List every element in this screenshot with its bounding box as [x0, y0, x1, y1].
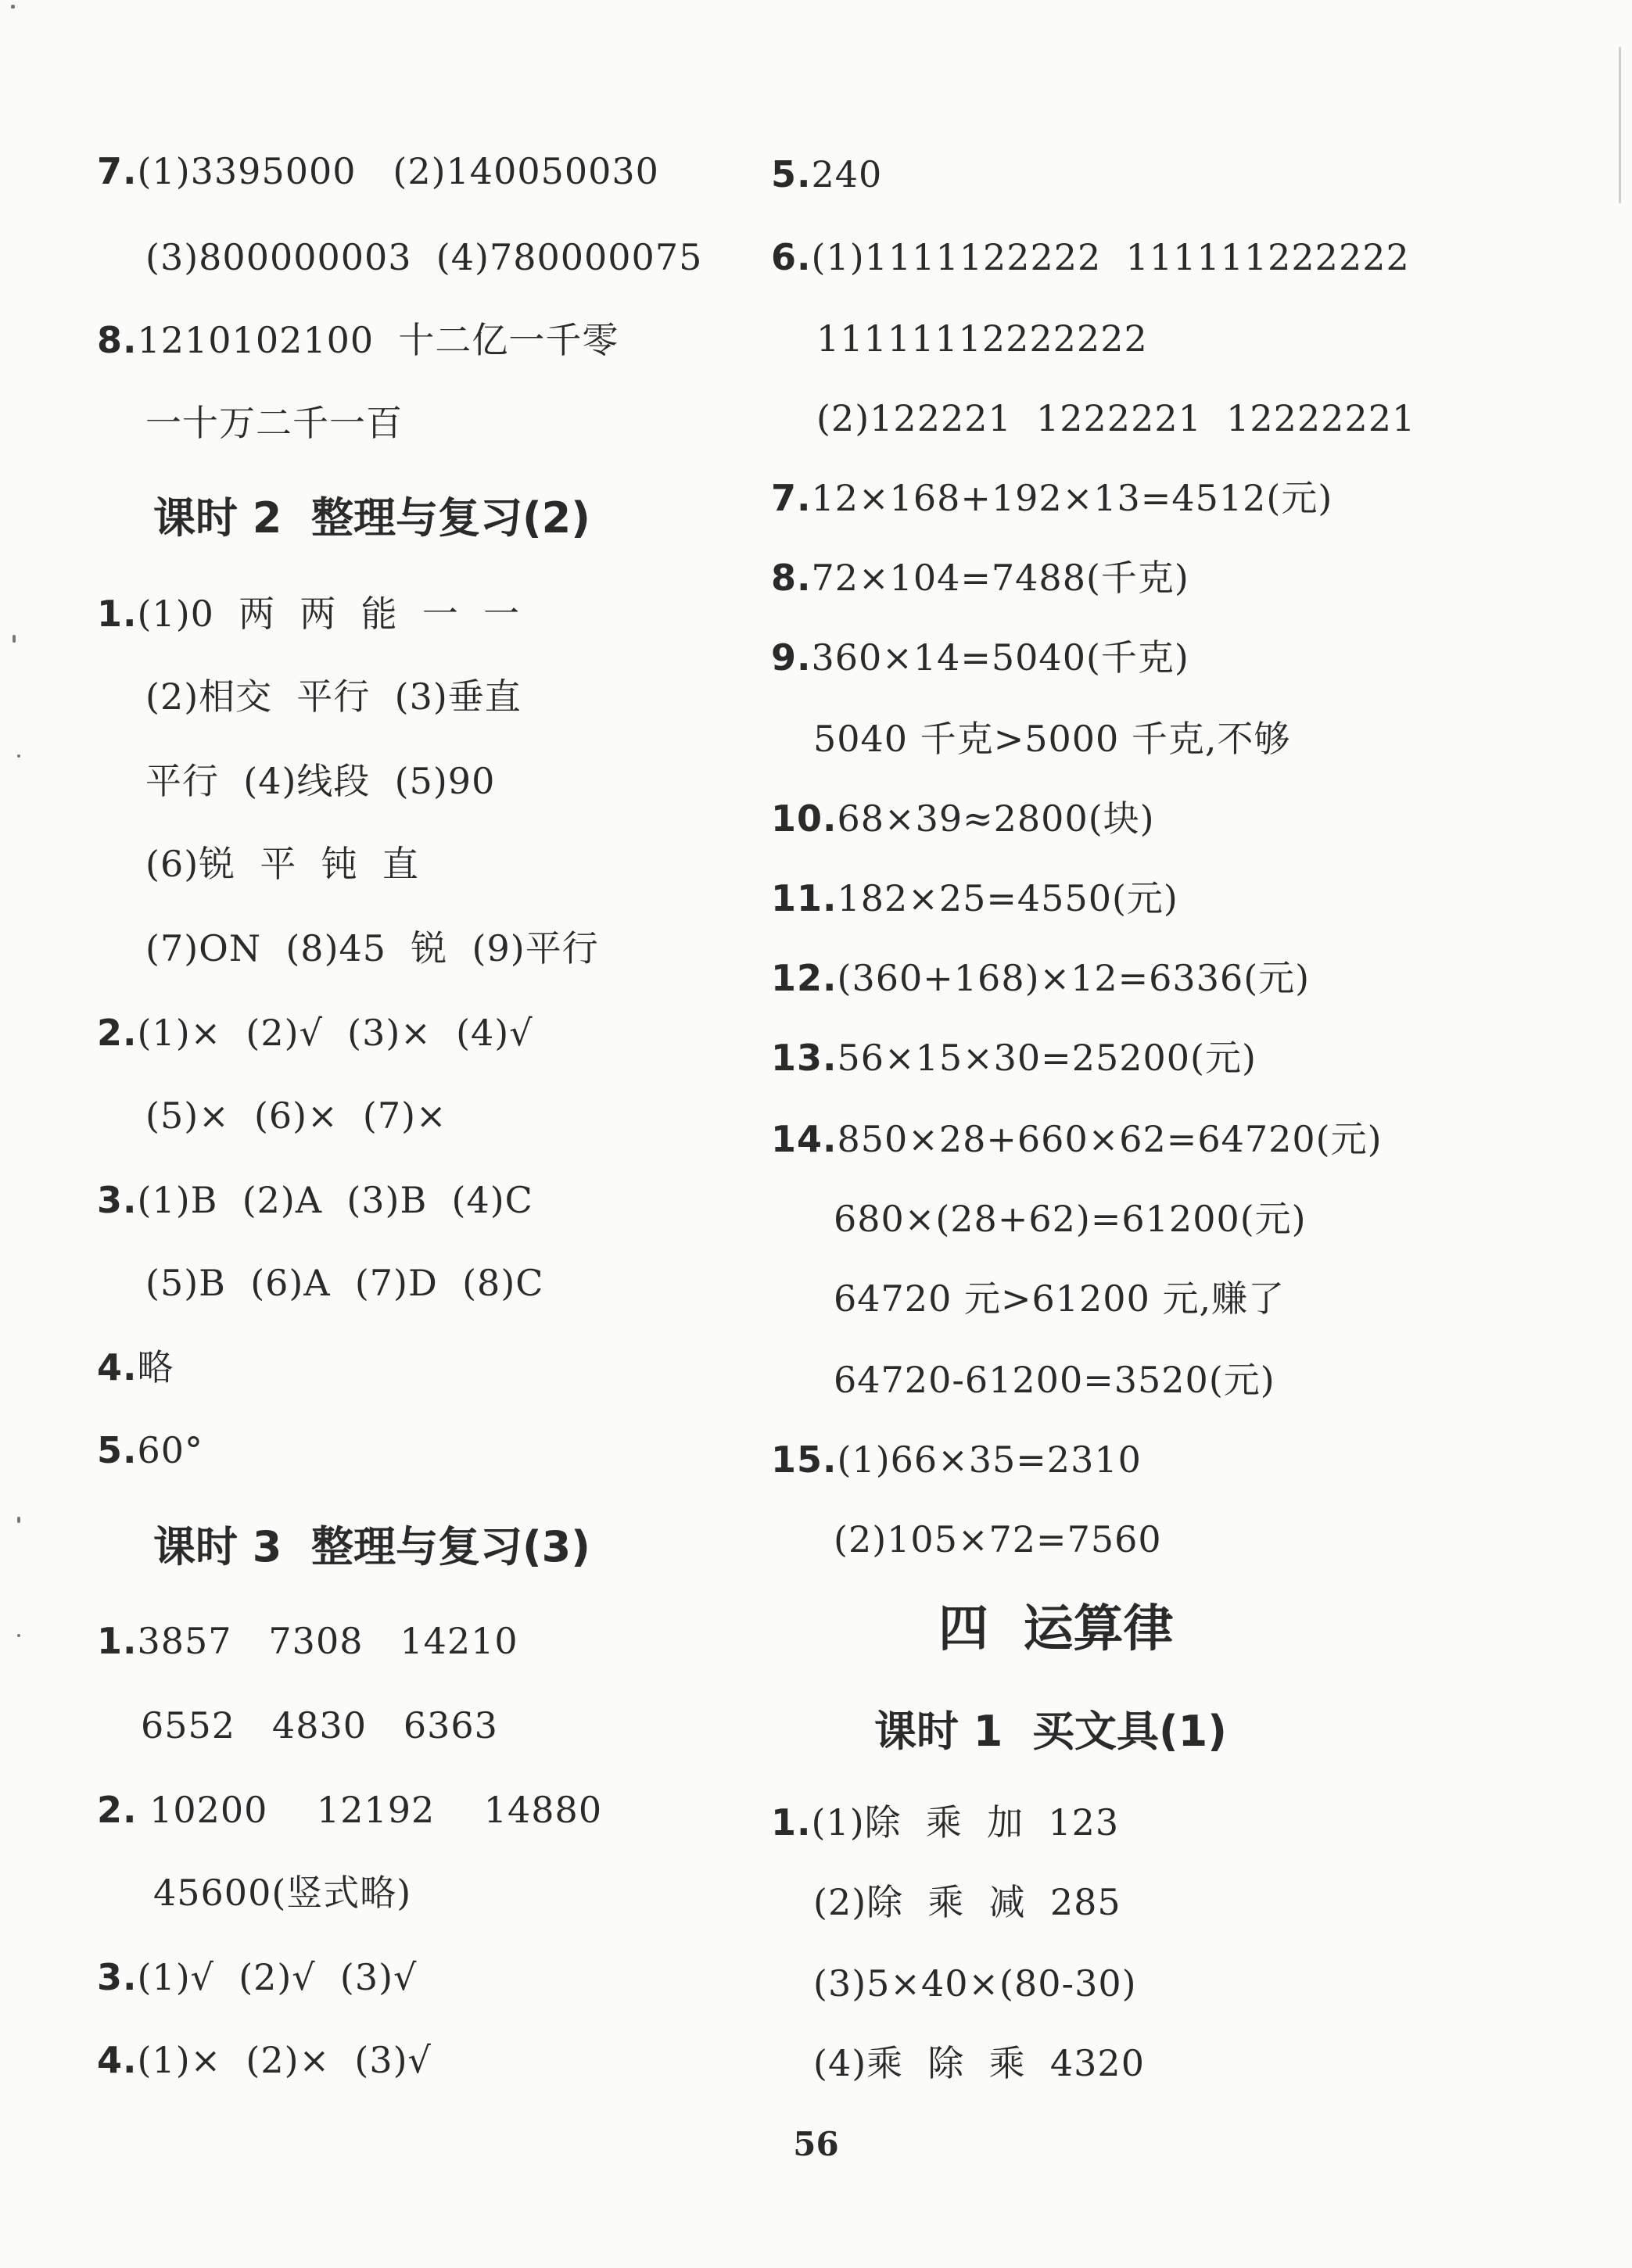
r1-answer-1-line-2: (2)除 乘 减 285 [813, 1881, 1121, 1923]
scan-speck [17, 754, 20, 758]
answer-8-line-1: 8.1210102100 十二亿一千零 [97, 319, 619, 361]
answer-7-line-2: (3)800000003 (4)780000075 [145, 236, 703, 278]
answer-7: 7.12×168+192×13=4512(元) [771, 477, 1333, 519]
page-number: 56 [793, 2125, 839, 2163]
answer-14-line-2: 680×(28+62)=61200(元) [834, 1198, 1307, 1240]
l2-answer-5: 5.60° [97, 1429, 204, 1471]
l2-answer-1-line-3: 平行 (4)线段 (5)90 [145, 760, 496, 802]
answer-13: 13.56×15×30=25200(元) [771, 1037, 1257, 1079]
answer-10: 10.68×39≈2800(块) [771, 797, 1155, 840]
l2-answer-1-line-5: (7)ON (8)45 锐 (9)平行 [145, 927, 599, 969]
lesson-1-heading: 课时 1 买文具(1) [874, 1707, 1227, 1756]
l3-answer-2-line-1: 2. 10200 12192 14880 [97, 1789, 603, 1831]
answer-8: 8.72×104=7488(千克) [771, 557, 1189, 599]
chapter-heading: 四 运算律 [938, 1600, 1174, 1658]
scan-speck [17, 1634, 20, 1637]
answer-6-line-2: 11111112222222 [816, 317, 1148, 360]
l2-answer-1-line-1: 1.(1)0 两 两 能 一 一 [97, 593, 521, 635]
l2-answer-3-line-2: (5)B (6)A (7)D (8)C [145, 1262, 544, 1304]
l3-answer-4: 4.(1)× (2)× (3)√ [97, 2039, 432, 2081]
answer-15-line-2: (2)105×72=7560 [834, 1518, 1162, 1560]
r1-answer-1-line-4: (4)乘 除 乘 4320 [813, 2042, 1145, 2084]
l3-answer-3: 3.(1)√ (2)√ (3)√ [97, 1956, 418, 1998]
r1-answer-1-line-1: 1.(1)除 乘 加 123 [771, 1801, 1120, 1843]
l2-answer-4: 4.略 [97, 1346, 174, 1388]
answer-11: 11.182×25=4550(元) [771, 877, 1178, 919]
answer-14-line-3: 64720 元>61200 元,赚了 [834, 1277, 1286, 1320]
answer-12: 12.(360+168)×12=6336(元) [771, 957, 1311, 999]
answer-9-line-1: 9.360×14=5040(千克) [771, 636, 1189, 679]
answer-5: 5.240 [771, 153, 883, 195]
answer-15-line-1: 15.(1)66×35=2310 [771, 1439, 1142, 1481]
page-edge [1619, 47, 1621, 203]
answer-14-line-4: 64720-61200=3520(元) [834, 1359, 1275, 1401]
answer-14-line-1: 14.850×28+660×62=64720(元) [771, 1118, 1383, 1160]
scan-speck [17, 1517, 20, 1523]
lesson-3-heading: 课时 3 整理与复习(3) [153, 1522, 590, 1571]
answer-8-line-2: 一十万二千一百 [145, 402, 403, 444]
l2-answer-2-line-1: 2.(1)× (2)√ (3)× (4)√ [97, 1012, 533, 1054]
l2-answer-1-line-4: (6)锐 平 钝 直 [145, 843, 419, 885]
answer-9-line-2: 5040 千克>5000 千克,不够 [813, 718, 1291, 760]
answer-7-line-1: 7.(1)3395000 (2)140050030 [97, 150, 659, 192]
l2-answer-3-line-1: 3.(1)B (2)A (3)B (4)C [97, 1179, 533, 1221]
l3-answer-2-line-2: 45600(竖式略) [153, 1872, 412, 1914]
l2-answer-1-line-2: (2)相交 平行 (3)垂直 [145, 675, 522, 718]
answer-6-line-1: 6.(1)1111122222 111111222222 [771, 236, 1410, 278]
l2-answer-2-line-2: (5)× (6)× (7)× [145, 1095, 447, 1137]
l3-answer-1-line-2: 6552 4830 6363 [141, 1704, 498, 1747]
r1-answer-1-line-3: (3)5×40×(80-30) [813, 1962, 1137, 2005]
answer-6-line-3: (2)122221 1222221 12222221 [816, 397, 1416, 439]
l3-answer-1-line-1: 1.3857 7308 14210 [97, 1620, 518, 1662]
scan-speck [13, 635, 16, 643]
lesson-2-heading: 课时 2 整理与复习(2) [153, 493, 590, 543]
scan-speck [11, 5, 15, 9]
